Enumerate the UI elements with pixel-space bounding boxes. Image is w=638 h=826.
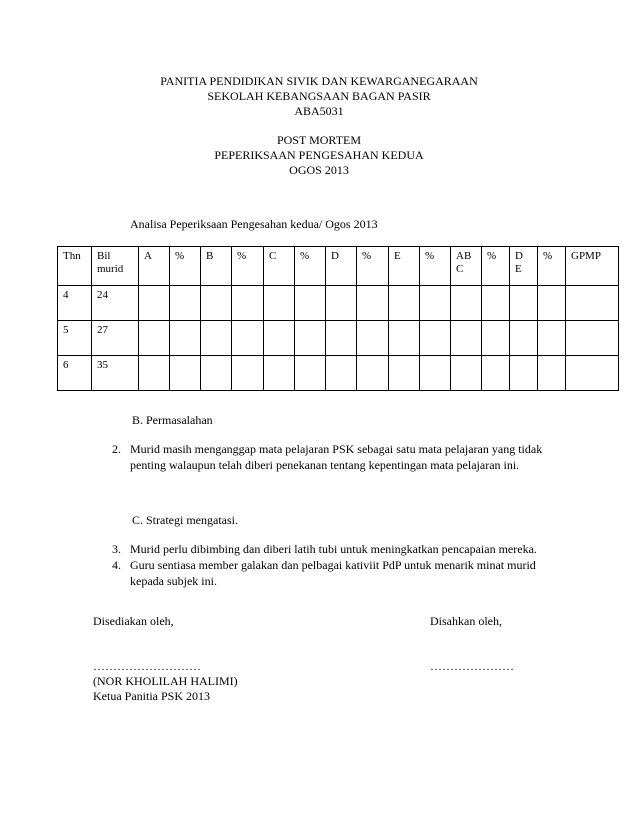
table-cell	[389, 356, 420, 391]
table-cell	[357, 321, 389, 356]
table-header-text: Bil	[97, 250, 111, 262]
signatory-role: Ketua Panitia PSK 2013	[93, 689, 210, 703]
table-cell	[451, 321, 482, 356]
table-row	[58, 356, 619, 391]
item-2-line-2: penting walaupun telah diberi penekanan tentang kepentingan mata pelajaran ini.	[130, 458, 520, 472]
table-cell: 6	[58, 356, 92, 391]
item-4-line-1: Guru sentiasa member galakan dan pelbagai kativiit PdP untuk menarik minat murid	[130, 558, 536, 572]
table-header-cell	[92, 247, 139, 286]
signatory-name: (NOR KHOLILAH HALIMI)	[93, 674, 238, 688]
table-header-cell	[451, 247, 482, 286]
table-header-text: GPMP	[571, 250, 601, 262]
table-header-text: D	[515, 250, 523, 262]
table-cell	[389, 321, 420, 356]
table-cell	[482, 286, 510, 321]
table-header-cell	[357, 247, 389, 286]
table-header-cell	[389, 247, 420, 286]
signature-dots-right: …………………	[430, 659, 514, 673]
table-header-text: murid	[97, 263, 124, 275]
approved-by-label: Disahkan oleh,	[430, 614, 502, 628]
table-cell	[326, 321, 357, 356]
table-cell	[510, 321, 538, 356]
header-line-post-mortem: POST MORTEM	[276, 133, 362, 147]
table-cell	[538, 286, 566, 321]
table-header-text: B	[206, 250, 214, 262]
table-header-text: %	[487, 250, 497, 262]
table-header-cell	[232, 247, 264, 286]
section-c-label: C. Strategi mengatasi.	[132, 513, 238, 527]
section-b-label: B. Permasalahan	[132, 413, 213, 427]
table-cell	[566, 286, 619, 321]
table-header-cell	[510, 247, 538, 286]
header-line-school: SEKOLAH KEBANGSAAN BAGAN PASIR	[207, 89, 431, 103]
table-cell	[357, 356, 389, 391]
table-header-cell	[264, 247, 295, 286]
table-header-text: %	[543, 250, 553, 262]
table-header-cell	[295, 247, 326, 286]
table-cell	[139, 286, 170, 321]
header-line-exam: PEPERIKSAAN PENGESAHAN KEDUA	[214, 148, 424, 162]
table-cell	[510, 356, 538, 391]
table-cell	[295, 321, 326, 356]
table-cell	[451, 356, 482, 391]
table-header-cell	[326, 247, 357, 286]
table-cell	[264, 321, 295, 356]
table-cell	[139, 356, 170, 391]
table-header-text: %	[425, 250, 435, 262]
item-2-number: 2.	[112, 442, 121, 456]
table-header-text: %	[175, 250, 185, 262]
analysis-title: Analisa Peperiksaan Pengesahan kedua/ Ogos 2013	[130, 217, 378, 231]
table-cell: 24	[92, 286, 139, 321]
table-cell	[232, 356, 264, 391]
item-4-line-2: kepada subjek ini.	[130, 574, 217, 588]
table-header-text: E	[394, 250, 401, 262]
table-cell	[170, 356, 201, 391]
prepared-by-label: Disediakan oleh,	[93, 614, 174, 628]
table-header-cell	[201, 247, 232, 286]
table-row	[58, 321, 619, 356]
table-cell	[201, 286, 232, 321]
table-cell	[482, 356, 510, 391]
table-cell: 5	[58, 321, 92, 356]
table-cell	[451, 286, 482, 321]
table-cell	[357, 286, 389, 321]
table-header-cell	[139, 247, 170, 286]
table-header-text: E	[515, 263, 522, 275]
header-line-date: OGOS 2013	[289, 163, 349, 177]
table-cell	[170, 321, 201, 356]
table-header-text: Thn	[63, 250, 81, 262]
table-cell	[170, 286, 201, 321]
table-cell	[389, 286, 420, 321]
table-cell	[264, 356, 295, 391]
item-2-line-1: Murid masih menganggap mata pelajaran PSK sebagai satu mata pelajaran yang tidak	[130, 442, 543, 456]
table-cell	[420, 286, 451, 321]
table-cell	[201, 321, 232, 356]
table-header-cell	[482, 247, 510, 286]
item-4-number: 4.	[112, 558, 121, 572]
table-cell: 4	[58, 286, 92, 321]
table-row	[58, 286, 619, 321]
table-cell	[420, 356, 451, 391]
analysis-table	[57, 246, 619, 391]
table-header-text: A	[144, 250, 152, 262]
table-cell	[295, 286, 326, 321]
table-cell: 35	[92, 356, 139, 391]
item-3-line-1: Murid perlu dibimbing dan diberi latih tubi untuk meningkatkan pencapaian mereka.	[130, 542, 537, 556]
table-header-cell	[538, 247, 566, 286]
table-cell	[264, 286, 295, 321]
table-header-cell	[420, 247, 451, 286]
table-cell	[510, 286, 538, 321]
table-cell	[566, 356, 619, 391]
table-cell	[326, 286, 357, 321]
table-cell	[326, 356, 357, 391]
table-header-cell	[566, 247, 619, 286]
table-header-text: C	[456, 263, 464, 275]
header-line-code: ABA5031	[294, 104, 344, 118]
signature-dots-left: ………………………	[93, 659, 201, 673]
table-cell	[139, 321, 170, 356]
table-cell	[295, 356, 326, 391]
table-cell	[538, 356, 566, 391]
table-cell	[201, 356, 232, 391]
table-header-text: AB	[456, 250, 472, 262]
table-header-cell	[58, 247, 92, 286]
table-cell	[420, 321, 451, 356]
table-header-text: D	[331, 250, 339, 262]
header-line-panitia: PANITIA PENDIDIKAN SIVIK DAN KEWARGANEGARAAN	[160, 74, 478, 88]
table-header-text: C	[269, 250, 277, 262]
table-cell	[482, 321, 510, 356]
table-header-text: %	[237, 250, 247, 262]
table-cell: 27	[92, 321, 139, 356]
table-cell	[232, 321, 264, 356]
table-header-text: %	[300, 250, 310, 262]
table-header-cell	[170, 247, 201, 286]
table-cell	[566, 321, 619, 356]
table-cell	[232, 286, 264, 321]
table-header-text: %	[362, 250, 372, 262]
item-3-number: 3.	[112, 542, 121, 556]
table-cell	[538, 321, 566, 356]
table-header-row	[58, 247, 619, 286]
